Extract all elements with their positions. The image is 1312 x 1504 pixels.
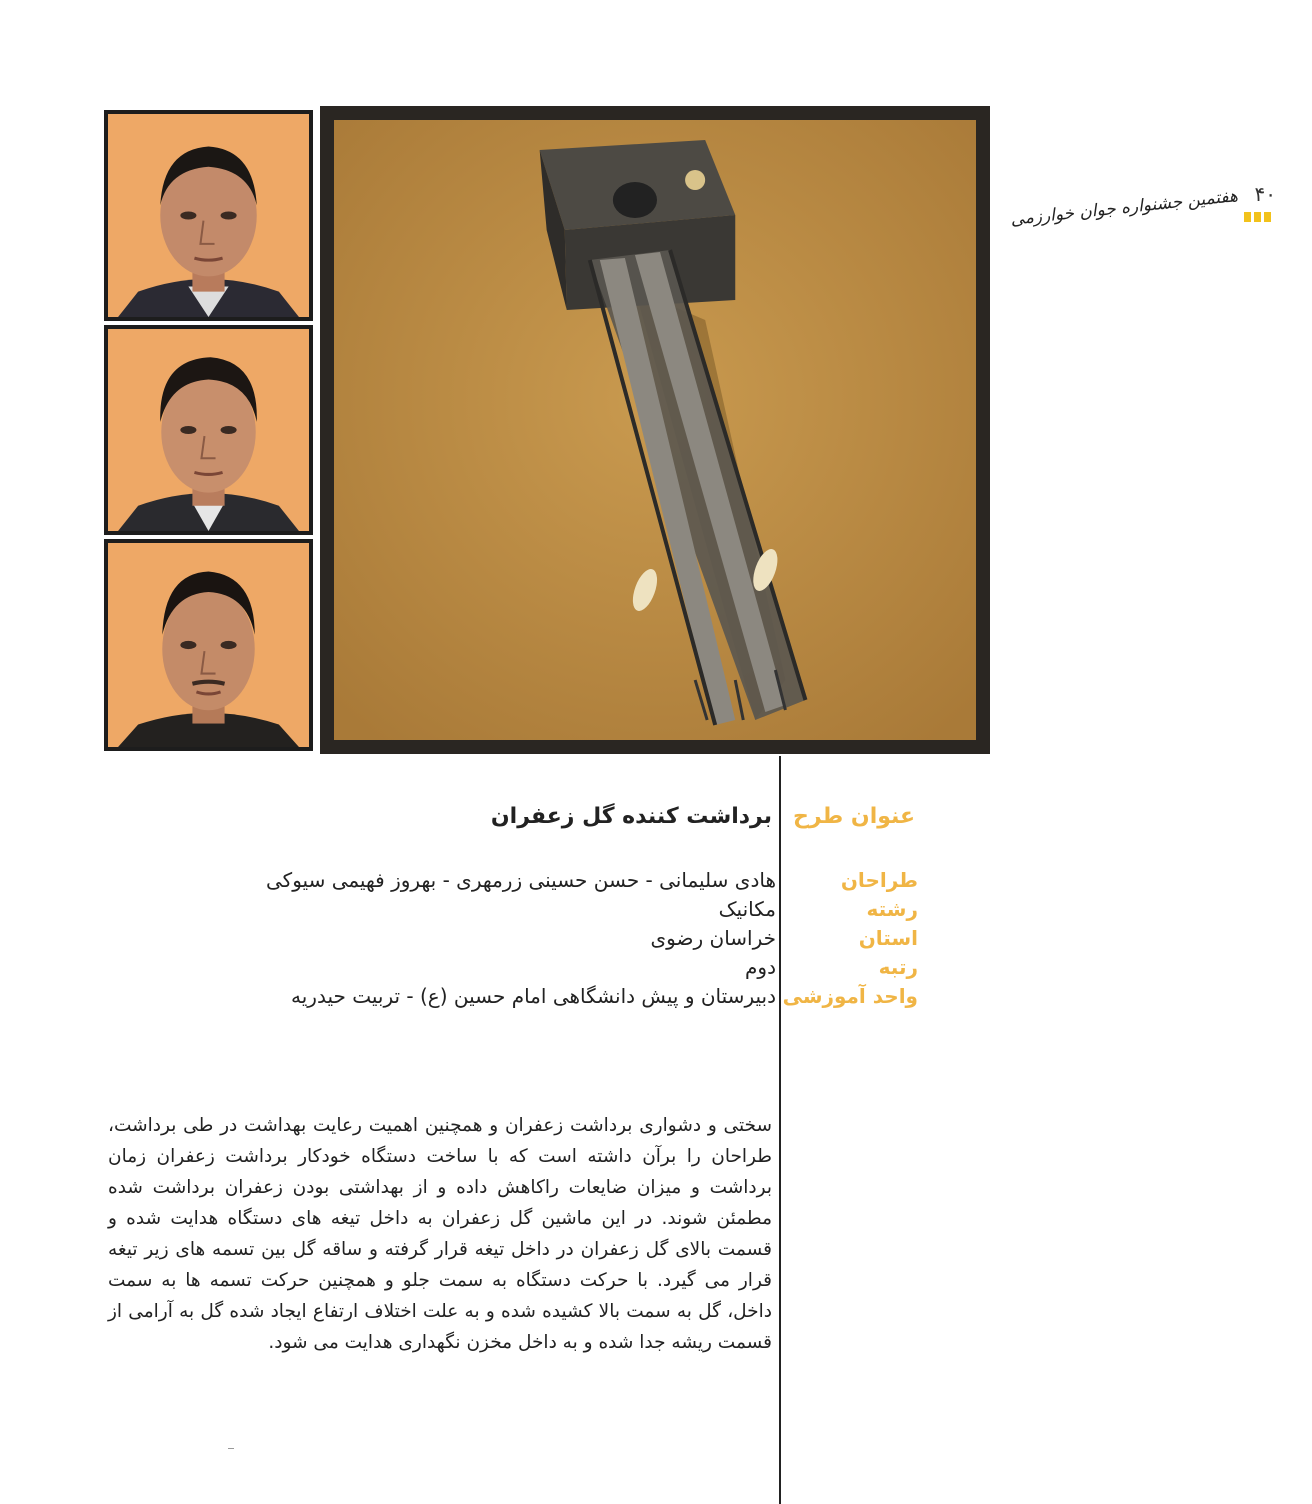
rank-value: دوم [745, 955, 776, 979]
portrait-designer-1 [104, 110, 313, 321]
page-header [1009, 182, 1290, 257]
province-label: استان [858, 926, 918, 950]
page-number: ۴۰ [1254, 182, 1276, 206]
rank-label: رتبه [878, 955, 918, 979]
designers-value: هادی سلیمانی - حسن حسینی زرمهری - بهروز فهیمی سیوکی [266, 868, 776, 892]
series-title: هفتمین جشنواره جوان خوارزمی [1009, 186, 1239, 230]
field-labels [782, 866, 918, 1011]
project-title: برداشت کننده گل زعفران [490, 804, 772, 829]
footer-mark [228, 1448, 234, 1449]
portrait-designer-2 [104, 325, 313, 535]
field-value: مکانیک [718, 897, 776, 921]
saffron-harvester-photo [320, 106, 990, 754]
school-label: واحد آموزشی [782, 984, 918, 1008]
portrait-designer-3 [104, 539, 313, 751]
header-dots-decoration [1244, 212, 1272, 222]
field-values [216, 866, 776, 1011]
designers-label: طراحان [840, 868, 918, 892]
project-description: سختی و دشواری برداشت زعفران و همچنین اهمیت رعایت بهداشت در طی برداشت، طراحان را برآن داشته است که با ساخت دستگاه خودکار برداشت زعفران زمان برداشت و میزان ضایعات راکاهش داده و از بهداشتی بودن زعفران برداشت شده مطمئن شوند. در این ماشین گل زعفران به داخل تیغه های دستگاه هدایت شده و قسمت بالای گل زعفران در داخل تیغه قرار گرفته و ساقه گل بین تسمه های زیر تیغه قرار می گیرد. با حرکت دستگاه به سمت جلو و همچنین حرکت تسمه ها به سمت داخل، گل به سمت بالا کشیده شده و به علت اختلاف ارتفاع ایجاد شده گل به آرامی از قسمت ریشه جدا شده و به داخل مخزن نگهداری هدایت می شود. [108, 1115, 772, 1353]
field-label: رشته [866, 897, 918, 921]
school-value: دبیرستان و پیش دانشگاهی امام حسین (ع) - تربیت حیدریه [291, 984, 776, 1008]
project-title-label: عنوان طرح [793, 804, 916, 829]
province-value: خراسان رضوی [650, 926, 776, 950]
column-divider [779, 756, 781, 1504]
